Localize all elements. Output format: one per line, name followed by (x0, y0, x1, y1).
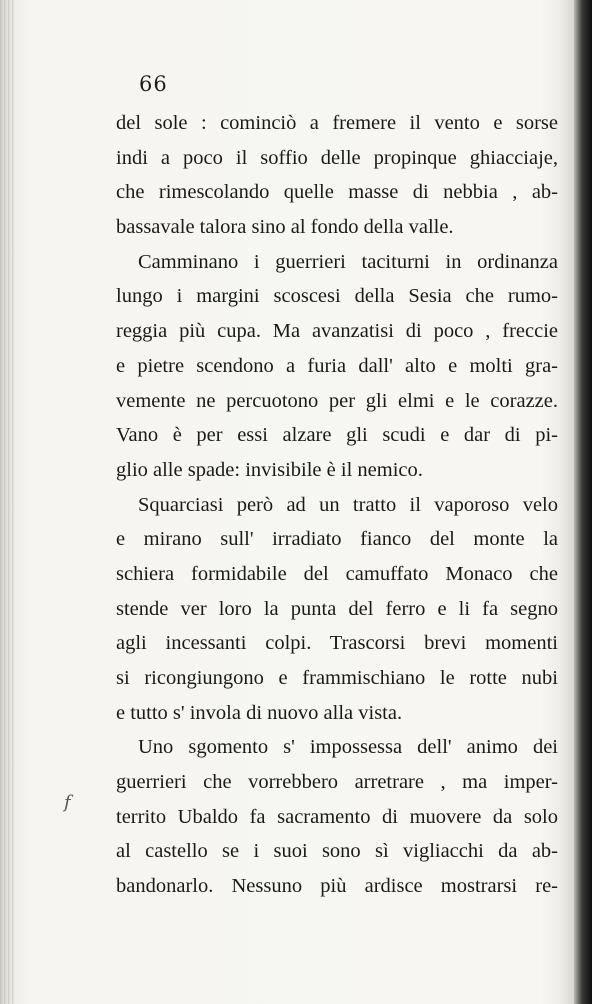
body-text (116, 106, 558, 904)
text-line: bassavale talora sino al fondo della valle. (116, 216, 454, 239)
page-number: 66 (139, 72, 168, 96)
text-line: Vano è per essi alzare gli scudi e dar di pi- (116, 424, 558, 447)
text-line: Camminano i guerrieri taciturni in ordinanza (138, 250, 558, 273)
text-line: Uno sgomento s' impossessa dell' animo dei (138, 736, 558, 759)
text-line: vemente ne percuotono per gli elmi e le corazze. (116, 389, 558, 412)
text-line: del sole : cominciò a fremere il vento e sorse (116, 112, 558, 134)
text-line: che rimescolando quelle masse di nebbia , ab- (116, 181, 558, 204)
text-line: guerrieri che vorrebbero arretrare , ma imper- (116, 771, 558, 794)
text-line: al castello se i suoi sono sì vigliacchi da ab- (116, 840, 558, 863)
text-line: schiera formidabile del camuffato Monaco che (116, 562, 558, 585)
text-line: stende ver loro la punta del ferro e li fa segno (116, 597, 558, 620)
page-edge-shadow (574, 0, 592, 1004)
text-line: agli incessanti colpi. Trascorsi brevi momenti (116, 632, 558, 655)
binding-gutter (0, 0, 14, 1004)
text-line: glio alle spade: invisibile è il nemico. (116, 458, 423, 481)
text-line: si ricongiungono e frammischiano le rotte nubi (116, 667, 558, 689)
text-line: e pietre scendono a furia dall' alto e molti gra- (116, 354, 558, 377)
text-line: territo Ubaldo fa sacramento di muovere da solo (116, 805, 558, 828)
text-line: indi a poco il soffio delle propinque ghiacciaje, (116, 146, 558, 169)
text-line: reggia più cupa. Ma avanzatisi di poco , freccie (116, 320, 558, 343)
text-line: e mirano sull' irradiato fianco del monte la (116, 528, 558, 551)
text-line: lungo i margini scoscesi della Sesia che rumo- (116, 285, 558, 308)
text-line: bandonarlo. Nessuno più ardisce mostrarsi re- (116, 875, 558, 898)
text-line: Squarciasi però ad un tratto il vaporoso velo (138, 493, 558, 516)
text-line: e tutto s' invola di nuovo alla vista. (116, 701, 403, 724)
margin-mark: f (64, 792, 71, 813)
